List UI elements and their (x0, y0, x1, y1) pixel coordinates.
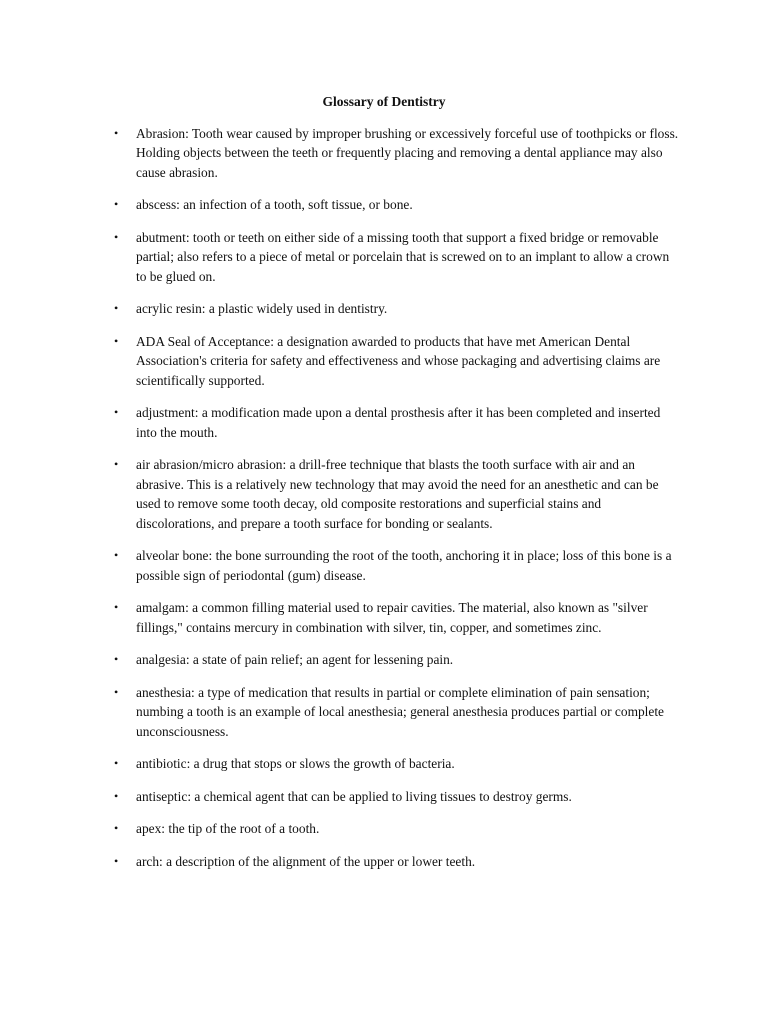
glossary-entry (0, 546, 768, 585)
glossary-list (0, 124, 768, 885)
bullet-icon: • (114, 126, 119, 140)
glossary-entry (0, 787, 768, 806)
bullet-icon: • (114, 197, 119, 212)
glossary-entry-text: abscess: an infection of a tooth, soft tissue, or bone. (136, 197, 413, 213)
glossary-entry-text: amalgam: a common filling material used to repair cavities. The material, also known as "silver fillings," contains mercury in combination with silver, tin, copper, and sometimes zinc. (136, 600, 648, 635)
glossary-entry (0, 228, 768, 286)
bullet-icon: • (114, 854, 119, 868)
bullet-icon: • (114, 756, 119, 771)
glossary-entry-text: adjustment: a modification made upon a dental prosthesis after it has been completed and inserted into the mouth. (136, 405, 661, 440)
glossary-entry (0, 683, 768, 741)
glossary-entry (0, 124, 768, 182)
bullet-icon: • (114, 334, 119, 348)
bullet-icon: • (114, 405, 119, 420)
glossary-entry-text: abutment: tooth or teeth on either side of a missing tooth that support a fixed bridge or removable partial; also refers to a piece of metal or porcelain that is screwed on to an implant to allow a crown to be glued on. (136, 230, 670, 284)
glossary-entry (0, 195, 768, 214)
bullet-icon: • (114, 230, 119, 244)
glossary-entry-text: antibiotic: a drug that stops or slows the growth of bacteria. (136, 756, 455, 772)
glossary-entry (0, 650, 768, 669)
glossary-entry (0, 299, 768, 318)
glossary-entry (0, 598, 768, 637)
glossary-entry-text: anesthesia: a type of medication that results in partial or complete elimination of pain sensation; numbing a tooth is an example of local anesthesia; general anesthesia produces partial or complete unconsciousness. (136, 684, 665, 739)
glossary-entry-text: apex: the tip of the root of a tooth. (136, 821, 320, 837)
glossary-entry (0, 754, 768, 773)
bullet-icon: • (114, 684, 119, 699)
bullet-icon: • (114, 301, 119, 316)
glossary-entry-text: antiseptic: a chemical agent that can be applied to living tissues to destroy germs. (136, 788, 572, 804)
document-title: Glossary of Dentistry (322, 94, 446, 109)
glossary-entry-text: alveolar bone: the bone surrounding the root of the tooth, anchoring it in place; loss of this bone is a possible sign of periodontal (gum) disease. (136, 548, 672, 583)
glossary-entry-text: air abrasion/micro abrasion: a drill-free technique that blasts the tooth surface with air and an abrasive. This is a relatively new technology that may avoid the need for an anesthetic and can be used to remove some tooth decay, old composite restorations and superficial stains and discolorations, and prepare a tooth surface for bonding or sealants. (136, 457, 659, 531)
glossary-entry-text: Abrasion: Tooth wear caused by improper brushing or excessively forceful use of toothpicks or floss. Holding objects between the teeth or frequently placing and removing a dental appliance may also cause abrasion. (136, 126, 679, 180)
glossary-entry-text: acrylic resin: a plastic widely used in dentistry. (136, 301, 388, 317)
glossary-entry-text: ADA Seal of Acceptance: a designation awarded to products that have met American Dental Association's criteria for safety and effectiveness and whose packaging and advertising claims are scientifically supported. (136, 334, 661, 388)
glossary-entry (0, 403, 768, 442)
glossary-entry (0, 852, 768, 871)
glossary-entry (0, 332, 768, 390)
bullet-icon: • (114, 652, 119, 667)
glossary-entry (0, 455, 768, 533)
bullet-icon: • (114, 600, 119, 615)
glossary-entry-text: analgesia: a state of pain relief; an agent for lessening pain. (136, 652, 454, 668)
bullet-icon: • (114, 457, 119, 472)
bullet-icon: • (114, 788, 119, 803)
glossary-entry-text: arch: a description of the alignment of the upper or lower teeth. (136, 854, 476, 869)
glossary-entry (0, 819, 768, 838)
bullet-icon: • (114, 821, 119, 836)
bullet-icon: • (114, 548, 119, 563)
